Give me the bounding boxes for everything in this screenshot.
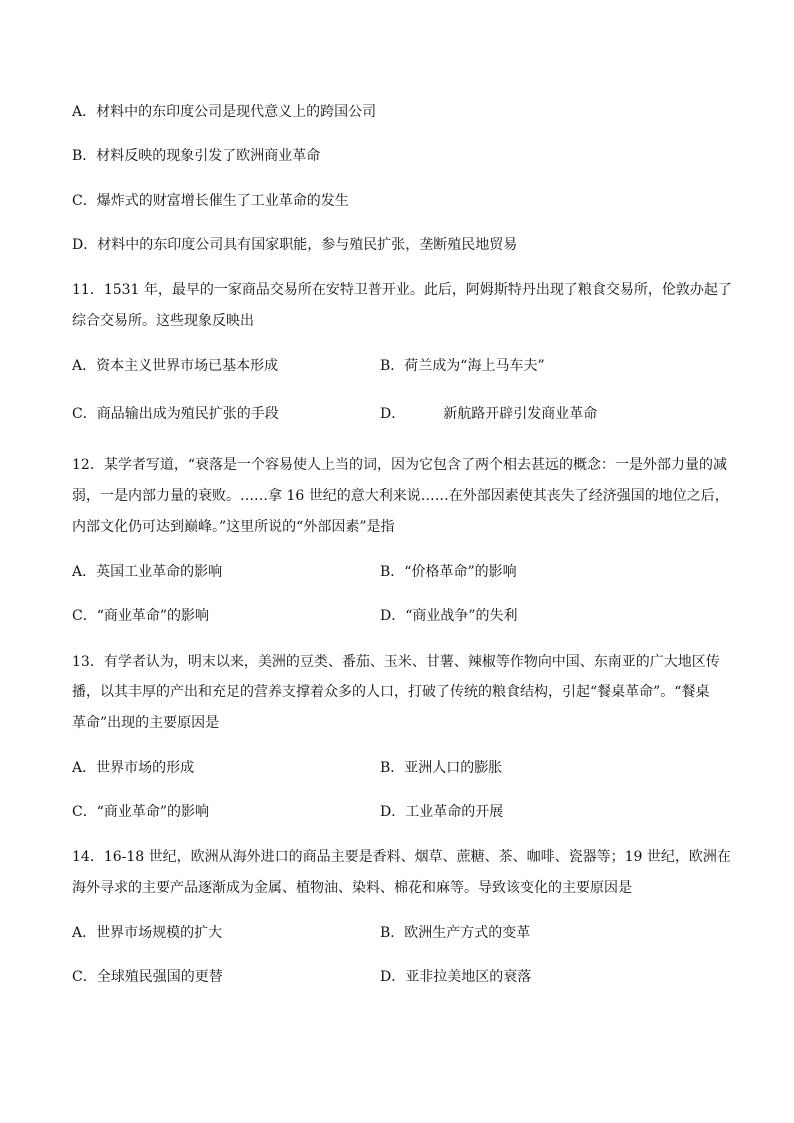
q13-option-a: A．世界市场的形成 bbox=[72, 760, 195, 776]
q10-option-a: A．材料中的东印度公司是现代意义上的跨国公司 bbox=[72, 104, 377, 120]
q10-option-b: B．材料反映的现象引发了欧洲商业革命 bbox=[72, 148, 321, 164]
q11-option-c: C．商品输出成为殖民扩张的手段 bbox=[72, 406, 279, 422]
q12-stem-line3: 内部文化仍可达到巅峰。”这里所说的“外部因素”是指 bbox=[72, 519, 395, 535]
q13-option-b: B．亚洲人口的膨胀 bbox=[380, 760, 503, 776]
q14-option-b: B．欧洲生产方式的变革 bbox=[380, 925, 531, 941]
q11-option-b: B．荷兰成为“海上马车夫” bbox=[380, 358, 545, 374]
q14-option-a: A．世界市场规模的扩大 bbox=[72, 925, 223, 941]
q11-option-d-letter: D． bbox=[380, 406, 406, 422]
q11-stem-line1: 11．1531 年，最早的一家商品交易所在安特卫普开业。此后，阿姆斯特丹出现了粮食交易所，伦敦办起了 bbox=[72, 282, 732, 298]
q12-option-a: A．英国工业革命的影响 bbox=[72, 564, 223, 580]
q14-stem-line2: 海外寻求的主要产品逐渐成为金属、植物油、染料、棉花和麻等。导致该变化的主要原因是 bbox=[72, 880, 632, 896]
q11-option-d bbox=[380, 404, 597, 424]
q11-stem-line2: 综合交易所。这些现象反映出 bbox=[72, 313, 254, 329]
q14-option-d: D．亚非拉美地区的衰落 bbox=[380, 969, 532, 985]
q13-stem-line2: 播，以其丰厚的产出和充足的营养支撑着众多的人口，打破了传统的粮食结构，引起“餐桌革命”。“餐桌 bbox=[72, 684, 710, 700]
q12-stem-line2: 弱，一是内部力量的衰败。……拿 16 世纪的意大利来说……在外部因素使其丧失了经济强国的地位之后， bbox=[72, 488, 729, 504]
q12-option-b: B．“价格革命”的影响 bbox=[380, 564, 517, 580]
q10-option-d: D．材料中的东印度公司具有国家职能，参与殖民扩张，垄断殖民地贸易 bbox=[72, 237, 518, 253]
q13-stem-line3: 革命”出现的主要原因是 bbox=[72, 715, 220, 731]
q13-stem-line1: 13．有学者认为，明末以来，美洲的豆类、番茄、玉米、甘薯、辣椒等作物向中国、东南亚的广大地区传 bbox=[72, 654, 720, 670]
q14-option-c: C．全球殖民强国的更替 bbox=[72, 969, 223, 985]
q13-option-d: D．工业革命的开展 bbox=[380, 804, 504, 820]
q13-option-c: C．“商业革命”的影响 bbox=[72, 804, 210, 820]
q10-option-c: C．爆炸式的财富增长催生了工业革命的发生 bbox=[72, 193, 349, 209]
q14-stem-line1: 14．16-18 世纪，欧洲从海外进口的商品主要是香料、烟草、蔗糖、茶、咖啡、瓷器等；19 世纪，欧洲在 bbox=[72, 849, 731, 865]
q11-option-d-text: 新航路开辟引发商业革命 bbox=[443, 406, 598, 422]
q12-option-d: D．“商业战争”的失利 bbox=[380, 608, 518, 624]
q11-option-a: A．资本主义世界市场已基本形成 bbox=[72, 358, 279, 374]
q12-stem-line1: 12．某学者写道，“衰落是一个容易使人上当的词，因为它包含了两个相去甚远的概念：一是外部力量的减 bbox=[72, 457, 727, 473]
q12-option-c: C．“商业革命”的影响 bbox=[72, 608, 210, 624]
